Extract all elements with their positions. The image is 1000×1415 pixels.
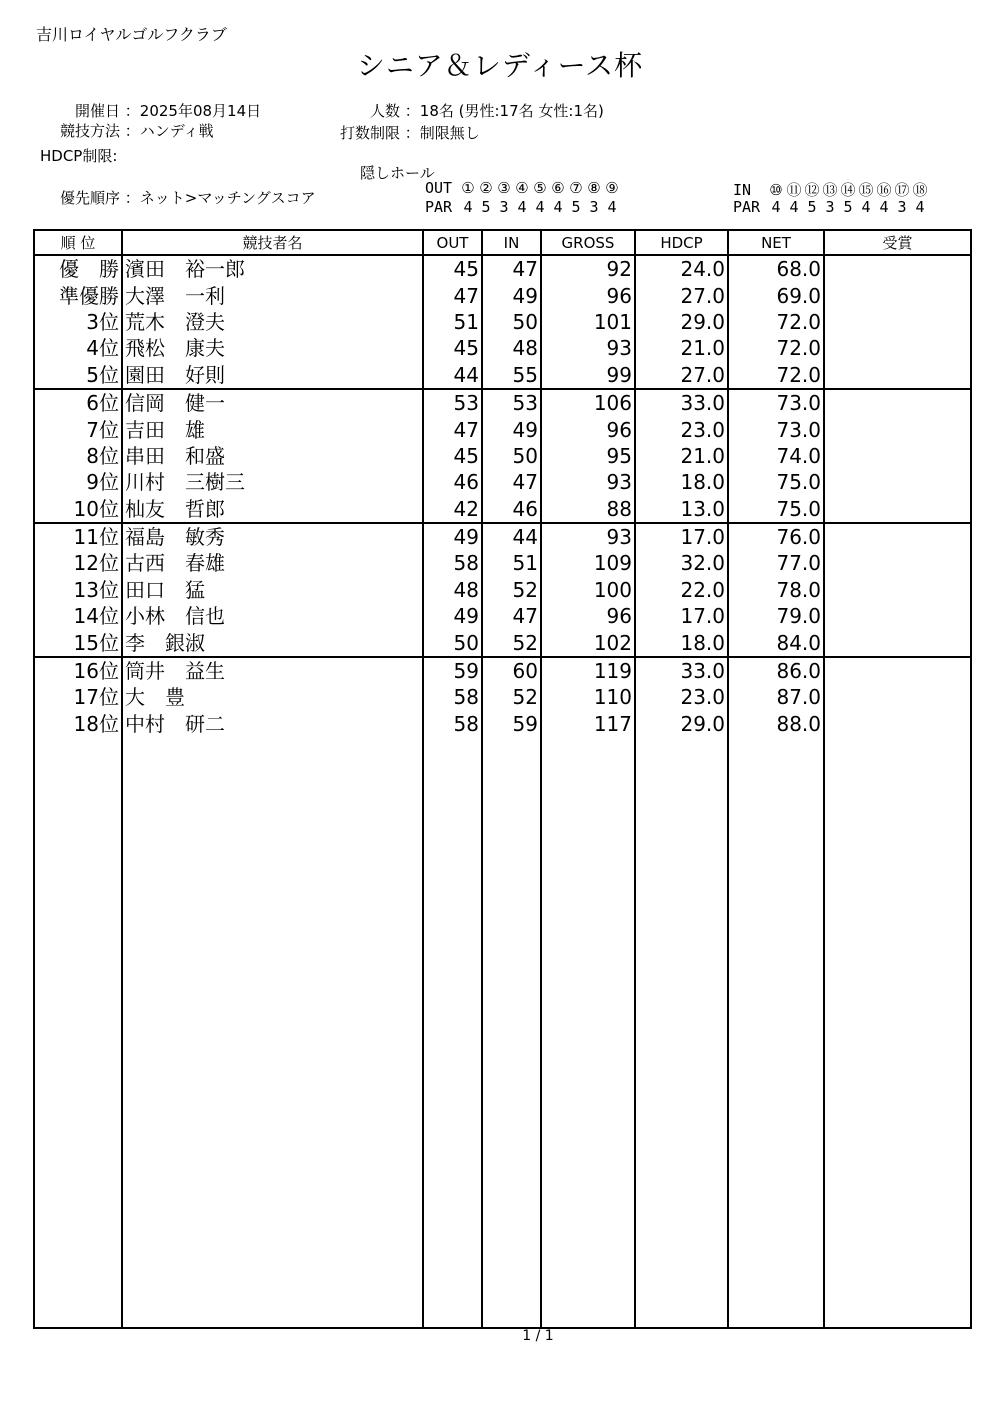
colon: ： <box>404 124 420 142</box>
priority-line <box>40 187 316 208</box>
award-cell <box>824 684 971 710</box>
gross-score-cell: 88 <box>541 496 635 523</box>
player-name-cell: 福島 敏秀 <box>122 523 423 550</box>
net-score-cell: 73.0 <box>728 416 824 442</box>
award-cell <box>824 335 971 361</box>
rank-cell: 16位 <box>34 657 122 684</box>
header-award: 受賞 <box>824 230 971 255</box>
in-score-cell: 50 <box>482 309 541 335</box>
player-name-cell: 串田 和盛 <box>122 443 423 469</box>
out-score-cell: 53 <box>423 389 482 416</box>
hole-par: 4 <box>915 198 925 216</box>
out-score-cell: 58 <box>423 684 482 710</box>
out-score-cell: 58 <box>423 550 482 576</box>
hdcp-cell: 33.0 <box>635 657 728 684</box>
in-score-cell: 49 <box>482 282 541 308</box>
colon: ： <box>124 189 140 207</box>
award-cell <box>824 469 971 495</box>
in-score-cell: 52 <box>482 684 541 710</box>
players-line <box>330 100 604 121</box>
net-score-cell: 69.0 <box>728 282 824 308</box>
out-score-cell: 45 <box>423 255 482 282</box>
out-score-cell: 46 <box>423 469 482 495</box>
priority-label: 優先順序 <box>59 189 120 207</box>
in-score-cell: 46 <box>482 496 541 523</box>
player-name-cell: 飛松 康夫 <box>122 335 423 361</box>
in-score-cell: 52 <box>482 577 541 603</box>
out-score-cell: 42 <box>423 496 482 523</box>
award-cell <box>824 629 971 656</box>
player-name-cell: 荒木 澄夫 <box>122 309 423 335</box>
hole-number: ⑱ <box>912 181 928 199</box>
table-row <box>34 711 971 737</box>
hole-par: 4 <box>553 198 563 216</box>
hole-par: 3 <box>589 198 599 216</box>
hdcp-cell: 23.0 <box>635 416 728 442</box>
player-name-cell: 川村 三樹三 <box>122 469 423 495</box>
limit-label: 打数制限 <box>339 124 400 142</box>
rank-cell: 10位 <box>34 496 122 523</box>
rank-cell: 3位 <box>34 309 122 335</box>
page-number: 1 / 1 <box>522 1328 554 1344</box>
table-row <box>34 335 971 361</box>
hole-par: 5 <box>571 198 581 216</box>
net-score-cell: 86.0 <box>728 657 824 684</box>
hdcp-cell: 29.0 <box>635 711 728 737</box>
gross-score-cell: 110 <box>541 684 635 710</box>
out-score-cell: 48 <box>423 577 482 603</box>
players-label: 人数 <box>369 102 400 120</box>
hole-number: ⑯ <box>876 181 892 199</box>
player-name-cell: 古西 春雄 <box>122 550 423 576</box>
award-cell <box>824 416 971 442</box>
results-table <box>33 229 972 1329</box>
player-name-cell: 小林 信也 <box>122 603 423 629</box>
hdcp-cell: 33.0 <box>635 389 728 416</box>
hdcp-cell: 18.0 <box>635 629 728 656</box>
out-score-cell: 44 <box>423 362 482 389</box>
in-score-cell: 59 <box>482 711 541 737</box>
out-score-cell: 59 <box>423 657 482 684</box>
net-score-cell: 75.0 <box>728 496 824 523</box>
out-score-cell: 47 <box>423 416 482 442</box>
rank-cell: 15位 <box>34 629 122 656</box>
rank-cell: 12位 <box>34 550 122 576</box>
net-score-cell: 72.0 <box>728 362 824 389</box>
gross-score-cell: 92 <box>541 255 635 282</box>
empty-cell <box>122 737 423 1328</box>
player-name-cell: 李 銀淑 <box>122 629 423 656</box>
in-score-cell: 50 <box>482 443 541 469</box>
net-score-cell: 79.0 <box>728 603 824 629</box>
award-cell <box>824 496 971 523</box>
hole-par: 4 <box>771 198 781 216</box>
net-score-cell: 84.0 <box>728 629 824 656</box>
rank-cell: 7位 <box>34 416 122 442</box>
hdcp-cell: 32.0 <box>635 550 728 576</box>
in-score-cell: 47 <box>482 603 541 629</box>
table-row <box>34 629 971 656</box>
hole-number: ④ <box>515 179 529 197</box>
out-par-row <box>425 198 621 216</box>
header-rank: 順 位 <box>34 230 122 255</box>
in-score-cell: 47 <box>482 255 541 282</box>
table-row <box>34 550 971 576</box>
hole-par: 4 <box>517 198 527 216</box>
net-score-cell: 74.0 <box>728 443 824 469</box>
rank-cell: 17位 <box>34 684 122 710</box>
award-cell <box>824 603 971 629</box>
table-row <box>34 496 971 523</box>
hidden-holes-label: 隠しホール <box>360 164 435 182</box>
hole-number: ⑨ <box>605 179 619 197</box>
player-name-cell: 田口 猛 <box>122 577 423 603</box>
table-row <box>34 443 971 469</box>
hole-par: 4 <box>607 198 617 216</box>
hole-number: ⑥ <box>551 179 565 197</box>
gross-score-cell: 119 <box>541 657 635 684</box>
in-label: IN <box>733 181 752 199</box>
hdcp-cell: 17.0 <box>635 523 728 550</box>
rank-cell: 4位 <box>34 335 122 361</box>
gross-score-cell: 93 <box>541 335 635 361</box>
out-holes-row <box>425 179 621 197</box>
award-cell <box>824 711 971 737</box>
net-score-cell: 73.0 <box>728 389 824 416</box>
in-score-cell: 51 <box>482 550 541 576</box>
players-value: 18名 (男性:17名 女性:1名) <box>419 102 604 120</box>
hole-par: 3 <box>897 198 907 216</box>
table-row <box>34 282 971 308</box>
date-value: 2025年08月14日 <box>139 102 262 120</box>
out-label: OUT <box>425 179 453 197</box>
in-holes-row <box>733 179 929 200</box>
award-cell <box>824 362 971 389</box>
hdcp-cell: 29.0 <box>635 309 728 335</box>
player-name-cell: 濱田 裕一郎 <box>122 255 423 282</box>
out-score-cell: 49 <box>423 523 482 550</box>
table-row <box>34 657 971 684</box>
hole-number: ⑩ <box>769 181 783 199</box>
gross-score-cell: 96 <box>541 416 635 442</box>
header-hdcp: HDCP <box>635 230 728 255</box>
hole-number: ③ <box>497 179 511 197</box>
hdcp-cell: 13.0 <box>635 496 728 523</box>
hole-number: ⑧ <box>587 179 601 197</box>
out-score-cell: 49 <box>423 603 482 629</box>
player-name-cell: 大澤 一利 <box>122 282 423 308</box>
gross-score-cell: 117 <box>541 711 635 737</box>
rank-cell: 優 勝 <box>34 255 122 282</box>
gross-score-cell: 93 <box>541 523 635 550</box>
hole-number: ⑪ <box>786 181 802 199</box>
rank-cell: 14位 <box>34 603 122 629</box>
empty-cell <box>482 737 541 1328</box>
in-score-cell: 44 <box>482 523 541 550</box>
hole-par: 4 <box>535 198 545 216</box>
hole-par: 5 <box>807 198 817 216</box>
net-score-cell: 72.0 <box>728 335 824 361</box>
out-score-cell: 51 <box>423 309 482 335</box>
priority-value: ネット>マッチングスコア <box>139 189 316 207</box>
in-par-row <box>733 198 929 216</box>
out-score-cell: 45 <box>423 335 482 361</box>
hdcp-cell: 21.0 <box>635 335 728 361</box>
hole-par: 5 <box>843 198 853 216</box>
rank-cell: 13位 <box>34 577 122 603</box>
empty-cell <box>824 737 971 1328</box>
table-row <box>34 577 971 603</box>
empty-cell <box>635 737 728 1328</box>
hole-par: 4 <box>879 198 889 216</box>
hole-number: ⑮ <box>858 181 874 199</box>
club-name: 吉川ロイヤルゴルフクラブ <box>36 25 227 44</box>
award-cell <box>824 577 971 603</box>
header-gross: GROSS <box>541 230 635 255</box>
rank-cell: 8位 <box>34 443 122 469</box>
player-name-cell: 大 豊 <box>122 684 423 710</box>
hdcp-cell: 23.0 <box>635 684 728 710</box>
hole-par: 3 <box>499 198 509 216</box>
limit-line <box>330 122 480 143</box>
rank-cell: 9位 <box>34 469 122 495</box>
out-score-cell: 58 <box>423 711 482 737</box>
hdcp-cell: 27.0 <box>635 362 728 389</box>
hole-number: ⑰ <box>894 181 910 199</box>
award-cell <box>824 282 971 308</box>
in-score-cell: 48 <box>482 335 541 361</box>
hole-par: 4 <box>463 198 473 216</box>
table-row <box>34 309 971 335</box>
hdcp-cell: 22.0 <box>635 577 728 603</box>
table-row <box>34 603 971 629</box>
empty-cell <box>34 737 122 1328</box>
empty-cell <box>423 737 482 1328</box>
hole-number: ② <box>479 179 493 197</box>
empty-cell <box>541 737 635 1328</box>
hole-par: 4 <box>789 198 799 216</box>
net-score-cell: 87.0 <box>728 684 824 710</box>
gross-score-cell: 109 <box>541 550 635 576</box>
out-score-cell: 50 <box>423 629 482 656</box>
header-name: 競技者名 <box>122 230 423 255</box>
in-score-cell: 49 <box>482 416 541 442</box>
limit-value: 制限無し <box>419 124 480 142</box>
gross-score-cell: 93 <box>541 469 635 495</box>
net-score-cell: 75.0 <box>728 469 824 495</box>
award-cell <box>824 657 971 684</box>
in-score-cell: 47 <box>482 469 541 495</box>
in-score-cell: 60 <box>482 657 541 684</box>
colon: ： <box>124 102 140 120</box>
par-label: PAR <box>733 198 761 216</box>
in-score-cell: 52 <box>482 629 541 656</box>
net-score-cell: 78.0 <box>728 577 824 603</box>
gross-score-cell: 100 <box>541 577 635 603</box>
out-score-cell: 47 <box>423 282 482 308</box>
hole-number: ⑬ <box>822 181 838 199</box>
gross-score-cell: 99 <box>541 362 635 389</box>
colon: ： <box>124 122 140 140</box>
player-name-cell: 中村 研二 <box>122 711 423 737</box>
award-cell <box>824 255 971 282</box>
table-row <box>34 469 971 495</box>
award-cell <box>824 523 971 550</box>
header-net: NET <box>728 230 824 255</box>
gross-score-cell: 96 <box>541 282 635 308</box>
date-label: 開催日 <box>74 102 120 120</box>
rank-cell: 準優勝 <box>34 282 122 308</box>
award-cell <box>824 389 971 416</box>
empty-cell <box>728 737 824 1328</box>
net-score-cell: 76.0 <box>728 523 824 550</box>
table-row <box>34 523 971 550</box>
hole-par: 3 <box>825 198 835 216</box>
hdcp-cell: 18.0 <box>635 469 728 495</box>
rank-cell: 18位 <box>34 711 122 737</box>
date-line <box>40 100 261 121</box>
out-score-cell: 45 <box>423 443 482 469</box>
method-label: 競技方法 <box>59 122 120 140</box>
table-row <box>34 362 971 389</box>
in-score-cell: 55 <box>482 362 541 389</box>
hole-number: ⑫ <box>804 181 820 199</box>
hole-number: ⑦ <box>569 179 583 197</box>
table-row <box>34 389 971 416</box>
player-name-cell: 信岡 健一 <box>122 389 423 416</box>
hole-number: ① <box>461 179 475 197</box>
table-row <box>34 255 971 282</box>
rank-cell: 11位 <box>34 523 122 550</box>
hdcp-cell: 27.0 <box>635 282 728 308</box>
hole-par: 4 <box>861 198 871 216</box>
method-value: ハンディ戦 <box>139 122 214 140</box>
table-row <box>34 684 971 710</box>
net-score-cell: 68.0 <box>728 255 824 282</box>
award-cell <box>824 309 971 335</box>
award-cell <box>824 550 971 576</box>
net-score-cell: 72.0 <box>728 309 824 335</box>
gross-score-cell: 106 <box>541 389 635 416</box>
gross-score-cell: 101 <box>541 309 635 335</box>
net-score-cell: 77.0 <box>728 550 824 576</box>
hole-number: ⑭ <box>840 181 856 199</box>
hdcp-cell: 21.0 <box>635 443 728 469</box>
method-line <box>40 120 214 141</box>
hdcp-cell: 24.0 <box>635 255 728 282</box>
gross-score-cell: 102 <box>541 629 635 656</box>
rank-cell: 5位 <box>34 362 122 389</box>
player-name-cell: 筒井 益生 <box>122 657 423 684</box>
player-name-cell: 杣友 哲郎 <box>122 496 423 523</box>
rank-cell: 6位 <box>34 389 122 416</box>
table-row <box>34 416 971 442</box>
gross-score-cell: 96 <box>541 603 635 629</box>
header-out: OUT <box>423 230 482 255</box>
hdcp-limit-label: HDCP制限: <box>40 147 118 165</box>
table-header-row <box>34 230 971 255</box>
player-name-cell: 園田 好則 <box>122 362 423 389</box>
header-in: IN <box>482 230 541 255</box>
colon: ： <box>404 102 420 120</box>
award-cell <box>824 443 971 469</box>
par-label: PAR <box>425 198 453 216</box>
net-score-cell: 88.0 <box>728 711 824 737</box>
gross-score-cell: 95 <box>541 443 635 469</box>
in-score-cell: 53 <box>482 389 541 416</box>
player-name-cell: 吉田 雄 <box>122 416 423 442</box>
table-filler-row <box>34 737 971 1328</box>
hole-number: ⑤ <box>533 179 547 197</box>
hdcp-cell: 17.0 <box>635 603 728 629</box>
hole-par: 5 <box>481 198 491 216</box>
page-title: シニア＆レディース杯 <box>356 49 644 82</box>
